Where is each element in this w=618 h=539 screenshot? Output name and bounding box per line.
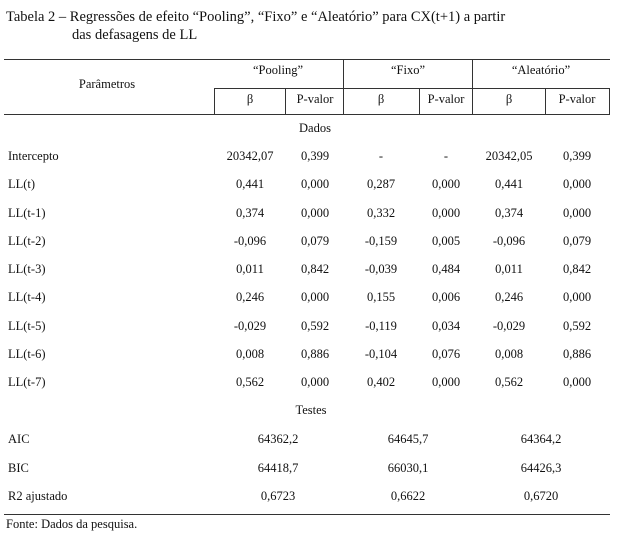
rule-v-5 <box>472 59 473 114</box>
table-cell: 0,008 <box>235 347 265 361</box>
table-cell: 0,332 <box>366 206 396 220</box>
header-pvalor-pooling: P-valor <box>296 92 334 106</box>
table-cell: 0,374 <box>494 206 524 220</box>
table-cell: 0,000 <box>300 290 330 304</box>
table-source: Fonte: Dados da pesquisa. <box>6 517 138 531</box>
table-cell: 0,155 <box>366 290 396 304</box>
section-dados: Dados <box>299 121 331 135</box>
table-cell: 0,000 <box>431 375 461 389</box>
row-label: LL(t-6) <box>8 347 46 361</box>
test-label: R2 ajustado <box>8 489 68 503</box>
table-cell: 0,886 <box>300 347 330 361</box>
table-cell: 0,842 <box>300 262 330 276</box>
test-cell: 64362,2 <box>257 432 299 446</box>
table-cell: -0,029 <box>492 319 526 333</box>
table-cell: 0,842 <box>562 262 592 276</box>
table-cell: 0,402 <box>366 375 396 389</box>
table-cell: 0,246 <box>235 290 265 304</box>
header-aleatorio: “Aleatório” <box>511 63 571 77</box>
table-cell: 0,000 <box>562 290 592 304</box>
table-cell: 0,562 <box>494 375 524 389</box>
test-label: AIC <box>8 432 30 446</box>
table-cell: 0,441 <box>494 177 524 191</box>
table-cell: 0,076 <box>431 347 461 361</box>
rule-bottom <box>4 514 610 515</box>
table-title <box>6 8 505 44</box>
test-cell: 64426,3 <box>520 461 562 475</box>
table-cell: 0,000 <box>431 206 461 220</box>
rule-header-bottom <box>4 114 610 115</box>
table-cell: 0,011 <box>236 262 264 276</box>
header-pvalor-fixo: P-valor <box>427 92 465 106</box>
test-label: BIC <box>8 461 29 475</box>
table-cell: 0,484 <box>431 262 461 276</box>
table-cell: 0,399 <box>562 149 592 163</box>
table-cell: -0,104 <box>364 347 398 361</box>
table-cell: 20342,07 <box>226 149 274 163</box>
row-label: LL(t-2) <box>8 234 46 248</box>
test-cell: 0,6723 <box>260 489 296 503</box>
table-cell: 0,592 <box>300 319 330 333</box>
table-cell: 0,374 <box>235 206 265 220</box>
table-cell: 0,246 <box>494 290 524 304</box>
table-cell: 0,000 <box>300 206 330 220</box>
table-cell: 0,000 <box>562 375 592 389</box>
table-cell: 0,000 <box>562 206 592 220</box>
row-label: LL(t-4) <box>8 290 46 304</box>
table-cell: 0,006 <box>431 290 461 304</box>
row-label: LL(t-1) <box>8 206 46 220</box>
row-label: LL(t-7) <box>8 375 46 389</box>
rule-v-4 <box>419 88 420 114</box>
row-label: LL(t-3) <box>8 262 46 276</box>
table-cell: -0,039 <box>364 262 398 276</box>
header-fixo: “Fixo” <box>390 63 426 77</box>
table-cell: 0,441 <box>235 177 265 191</box>
table-cell: 0,592 <box>562 319 592 333</box>
row-label: LL(t) <box>8 177 36 191</box>
table-cell: - <box>378 149 384 163</box>
table-cell: 0,287 <box>366 177 396 191</box>
test-cell: 66030,1 <box>387 461 429 475</box>
rule-top <box>4 59 610 60</box>
table-cell: 0,079 <box>300 234 330 248</box>
table-cell: 0,011 <box>495 262 523 276</box>
table-cell: - <box>443 149 449 163</box>
section-testes: Testes <box>295 403 327 417</box>
rule-v-3 <box>343 59 344 114</box>
table-cell: 0,562 <box>235 375 265 389</box>
row-label: LL(t-5) <box>8 319 46 333</box>
table-cell: 20342,05 <box>485 149 533 163</box>
header-beta-fixo: β <box>377 92 385 106</box>
table-cell: -0,029 <box>233 319 267 333</box>
table-cell: 0,000 <box>300 375 330 389</box>
test-cell: 0,6720 <box>523 489 559 503</box>
title-line-2: das defasagens de LL <box>72 27 198 43</box>
rule-subheader <box>214 88 610 89</box>
table-cell: 0,005 <box>431 234 461 248</box>
header-pvalor-aleatorio: P-valor <box>558 92 596 106</box>
table-cell: 0,008 <box>494 347 524 361</box>
header-beta-pooling: β <box>246 92 254 106</box>
row-label: Intercepto <box>8 149 59 163</box>
table-cell: -0,096 <box>233 234 267 248</box>
rule-v-2 <box>285 88 286 114</box>
table-cell: 0,034 <box>431 319 461 333</box>
table-cell: 0,000 <box>431 177 461 191</box>
test-cell: 64364,2 <box>520 432 562 446</box>
header-beta-aleatorio: β <box>505 92 513 106</box>
rule-v-6 <box>545 88 546 114</box>
table-cell: 0,399 <box>300 149 330 163</box>
table-cell: 0,000 <box>300 177 330 191</box>
test-cell: 64418,7 <box>257 461 299 475</box>
title-line-1: Tabela 2 – Regressões de efeito “Pooling”, “Fixo” e “Aleatório” para CX(t+1) a partir <box>6 9 506 25</box>
header-parametros: Parâmetros <box>78 77 136 91</box>
table-cell: -0,096 <box>492 234 526 248</box>
test-cell: 64645,7 <box>387 432 429 446</box>
table-cell: 0,886 <box>562 347 592 361</box>
rule-v-7 <box>609 88 610 114</box>
table-cell: -0,119 <box>365 319 397 333</box>
test-cell: 0,6622 <box>390 489 426 503</box>
table-cell: 0,000 <box>562 177 592 191</box>
header-pooling: “Pooling” <box>253 63 303 77</box>
table-cell: 0,079 <box>562 234 592 248</box>
rule-v-1 <box>214 88 215 114</box>
table-cell: -0,159 <box>364 234 398 248</box>
